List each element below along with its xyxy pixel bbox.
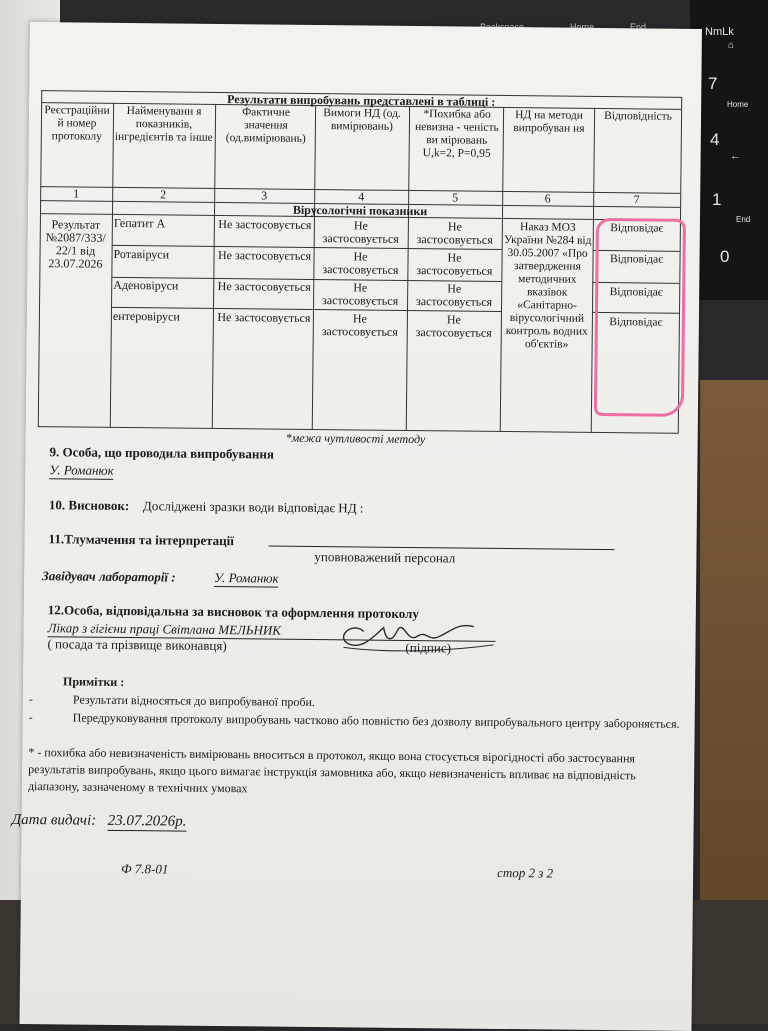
protocol-page bbox=[11, 22, 702, 1031]
key-end: End bbox=[736, 215, 751, 224]
section-11-caption: уповноважений персонал bbox=[314, 549, 456, 566]
arrow-left-icon: ← bbox=[730, 150, 741, 162]
section-12-value: Лікар з гігієни праці Світлана МЕЛЬНИК bbox=[48, 620, 496, 642]
col-number: 5 bbox=[452, 190, 459, 205]
row-actual: Не застосовується bbox=[217, 309, 311, 325]
row-conformity: Відповідає bbox=[610, 222, 664, 235]
note-item: Передруковування протоколу випробувань частково або повністю без дозволу випробувального центру забороняється. bbox=[72, 710, 680, 731]
section-11-title: 11.Тлумачення та інтерпретації bbox=[48, 531, 234, 549]
note-dash: - bbox=[28, 692, 33, 707]
table-caption: Результати випробувань представлені в таблиці : bbox=[227, 92, 496, 109]
row-requirement: Не застосовується bbox=[321, 311, 398, 339]
row-requirement: Не застосовується bbox=[322, 249, 399, 277]
form-code: Ф 7.8-01 bbox=[121, 861, 169, 877]
key-1: 1 bbox=[712, 190, 722, 209]
issue-date: 23.07.2026р. bbox=[107, 812, 187, 830]
row-requirement: Не застосовується bbox=[321, 280, 399, 308]
row-actual: Не застосовується bbox=[217, 247, 312, 263]
col-number: 1 bbox=[73, 186, 80, 201]
col-number: 6 bbox=[544, 191, 551, 206]
table-footnote: *межа чутливості методу bbox=[285, 430, 426, 447]
key-end-top: End bbox=[630, 22, 647, 32]
row-actual: Не застосовується bbox=[218, 216, 312, 232]
row-name: ентеровіруси bbox=[112, 308, 180, 324]
home-icon: ⌂ bbox=[728, 40, 735, 51]
section-9-title: 9. Особа, що проводила випробування bbox=[49, 444, 275, 462]
method-document: Наказ МОЗ України №284 від 30.05.2007 «Про затвердження методичних вказівок «Санітарно-вірусологічний контроль водних об'єктів» bbox=[503, 221, 592, 351]
row-name: Гепатит А bbox=[113, 215, 166, 231]
section-12-caption-left: ( посада та прізвище виконавця) bbox=[47, 636, 227, 654]
row-name: Аденовіруси bbox=[113, 277, 179, 293]
issue-label: Дата видачі: bbox=[11, 811, 97, 829]
row-name: Ротавіруси bbox=[113, 246, 170, 262]
col-number: 4 bbox=[358, 189, 365, 204]
key-numlock: NmLk bbox=[705, 26, 734, 38]
key-4: 4 bbox=[710, 130, 720, 149]
head-value: У. Романюк bbox=[214, 569, 279, 586]
note-dash: - bbox=[28, 710, 33, 725]
row-uncertainty: Не застосовується bbox=[415, 281, 493, 309]
col-number: 3 bbox=[261, 188, 268, 203]
header-actual-value: Фактичне значення (од.вимірювань) bbox=[225, 106, 306, 145]
row-uncertainty: Не застосовується bbox=[416, 250, 493, 278]
row-actual: Не застосовується bbox=[217, 278, 311, 294]
key-home: Home bbox=[727, 100, 749, 109]
col-number: 7 bbox=[633, 192, 640, 207]
row-uncertainty: Не застосовується bbox=[416, 219, 493, 247]
protocol-id: Результат №2087/333/ 22/1 від 23.07.2026 bbox=[45, 217, 106, 271]
note-asterisk: * - похибка або невизначеність вимірювань вноситься в протокол, якщо вона стосується вірогідності або застосування результатів випробувань, якщо цього вимагає інструкція замовника або, якщо невизначеність впливає на відповідність діапазону, зазначеному в технічних умовах bbox=[27, 745, 636, 796]
section-10-title: 10. Висновок: bbox=[48, 497, 130, 514]
row-conformity: Відповідає bbox=[609, 316, 663, 329]
page-number: стор 2 з 2 bbox=[497, 864, 554, 881]
section-9-value: У. Романюк bbox=[49, 462, 114, 478]
table-col-line bbox=[212, 104, 216, 429]
header-indicator-name: Найменуванн я показників, інгредієнтів та інше bbox=[114, 105, 213, 144]
key-0: 0 bbox=[720, 247, 730, 266]
header-protocol-id: Реєстраційни й номер протоколу bbox=[44, 104, 110, 143]
header-requirements: Вимоги НД (од. вимірювань) bbox=[323, 107, 401, 133]
notes-title: Примітки : bbox=[63, 674, 125, 690]
section-10-value: Досліджені зразки води відповідає НД : bbox=[142, 498, 364, 516]
row-uncertainty: Не застосовується bbox=[415, 312, 492, 340]
header-uncertainty: *Похибка або невизна - ченість ви мірювань U,k=2, P=0,95 bbox=[414, 108, 499, 160]
col-number: 2 bbox=[160, 187, 167, 202]
row-conformity: Відповідає bbox=[609, 253, 664, 266]
section-title: Вірусологічні показники bbox=[292, 202, 428, 219]
pink-marker-highlight bbox=[594, 218, 686, 417]
section-12-caption-right: (підпис) bbox=[405, 639, 452, 656]
header-conformity: Відповідність bbox=[604, 110, 673, 123]
header-method-doc: НД на методи випробуван ня bbox=[513, 109, 585, 135]
row-requirement: Не застосовується bbox=[322, 218, 399, 246]
row-conformity: Відповідає bbox=[609, 286, 663, 299]
table-col-line bbox=[110, 103, 114, 428]
note-item: Результати відносяться до випробуваної проби. bbox=[72, 692, 316, 710]
head-label: Завідувач лабораторії : bbox=[42, 568, 176, 585]
key-7: 7 bbox=[708, 74, 718, 93]
section-12-title: 12.Особа, відповідальна за висновок та оформлення протоколу bbox=[47, 602, 419, 622]
